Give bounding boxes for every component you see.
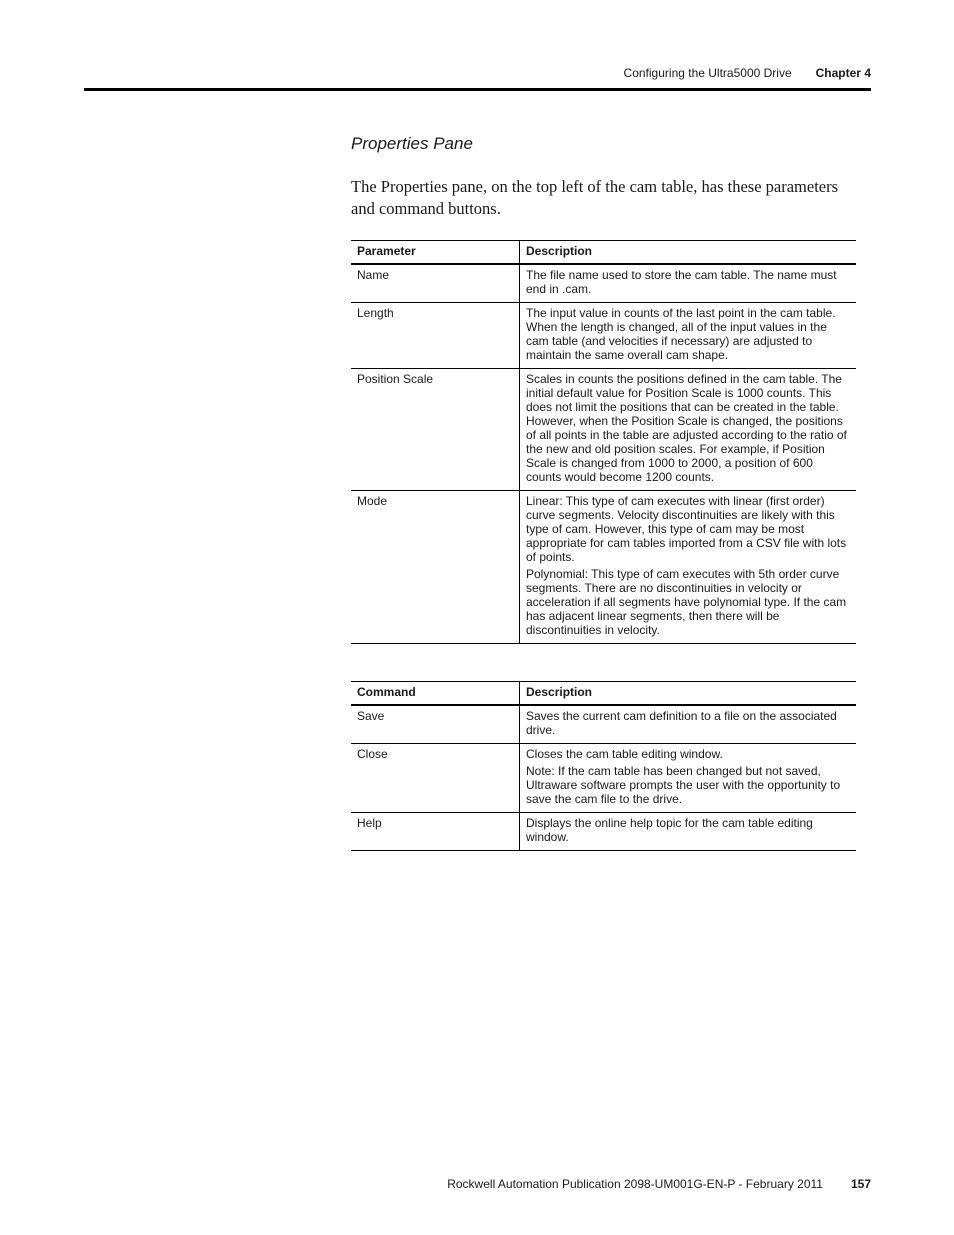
- intro-paragraph: The Properties pane, on the top left of the cam table, has these parameters and command buttons.: [351, 177, 839, 218]
- page-number: 157: [850, 1177, 871, 1191]
- table-row: [351, 303, 856, 369]
- parameter-description: [520, 303, 857, 369]
- description-text: Saves the current cam definition to a file on the associated drive.: [526, 709, 837, 737]
- running-header: [624, 66, 871, 80]
- parameter-description: [520, 264, 857, 303]
- page-footer: [447, 1177, 871, 1191]
- parameter-description: [520, 369, 857, 491]
- column-header-description: Description: [520, 241, 857, 265]
- description-text: Polynomial: This type of cam executes with 5th order curve segments. There are no discontinuities in velocity or acceleration if all segments have polynomial type. If the cam has adjacent linear segments, then there will be discontinuities in velocity.: [526, 567, 847, 637]
- header-section-title: Configuring the Ultra5000 Drive: [623, 66, 792, 80]
- publication-info: Rockwell Automation Publication 2098-UM001G-EN-P - February 2011: [447, 1177, 823, 1191]
- table-row: [351, 264, 856, 303]
- parameter-name: Position Scale: [351, 369, 520, 491]
- table-row: [351, 744, 856, 813]
- table-row: [351, 491, 856, 644]
- description-text: Scales in counts the positions defined in the cam table. The initial default value for Position Scale is 1000 counts. This does not limit the positions that can be created in the table. However, when the Position Scale is changed, the positions of all points in the table are adjusted according to the ratio of the new and old position scales. For example, if Position Scale is changed from 1000 to 2000, a position of 600 counts would become 1200 counts.: [526, 372, 847, 484]
- command-description: [520, 813, 857, 851]
- table-row: [351, 705, 856, 744]
- parameter-description: [520, 491, 857, 644]
- table-header-row: [351, 241, 856, 265]
- command-description: [520, 744, 857, 813]
- command-name: Help: [351, 813, 520, 851]
- header-rule: [84, 88, 871, 91]
- command-name: Save: [351, 705, 520, 744]
- description-text: Note: If the cam table has been changed but not saved, Ultraware software prompts the user with the opportunity to save the cam file to the drive.: [526, 764, 841, 806]
- table-row: [351, 369, 856, 491]
- description-text: The input value in counts of the last point in the cam table. When the length is changed, all of the input values in the cam table (and velocities if necessary) are adjusted to maintain the same overall cam shape.: [526, 306, 836, 362]
- description-text: Displays the online help topic for the cam table editing window.: [526, 816, 813, 844]
- parameters-table: [351, 240, 856, 644]
- description-text: Linear: This type of cam executes with linear (first order) curve segments. Velocity discontinuities are likely with this type of cam. However, this type of cam may be most appropriate for cam tables imported from a CSV file with lots of points.: [526, 494, 847, 564]
- parameter-name: Length: [351, 303, 520, 369]
- parameter-name: Mode: [351, 491, 520, 644]
- description-text: Closes the cam table editing window.: [526, 747, 723, 761]
- section-title: Properties Pane: [351, 134, 473, 153]
- table-header-row: [351, 682, 856, 706]
- parameter-name: Name: [351, 264, 520, 303]
- description-text: The file name used to store the cam table. The name must end in .cam.: [526, 268, 837, 296]
- command-description: [520, 705, 857, 744]
- header-chapter: Chapter 4: [815, 66, 871, 80]
- command-name: Close: [351, 744, 520, 813]
- column-header-parameter: Parameter: [351, 241, 520, 265]
- column-header-command: Command: [351, 682, 520, 706]
- commands-table: [351, 681, 856, 851]
- column-header-description: Description: [520, 682, 857, 706]
- table-row: [351, 813, 856, 851]
